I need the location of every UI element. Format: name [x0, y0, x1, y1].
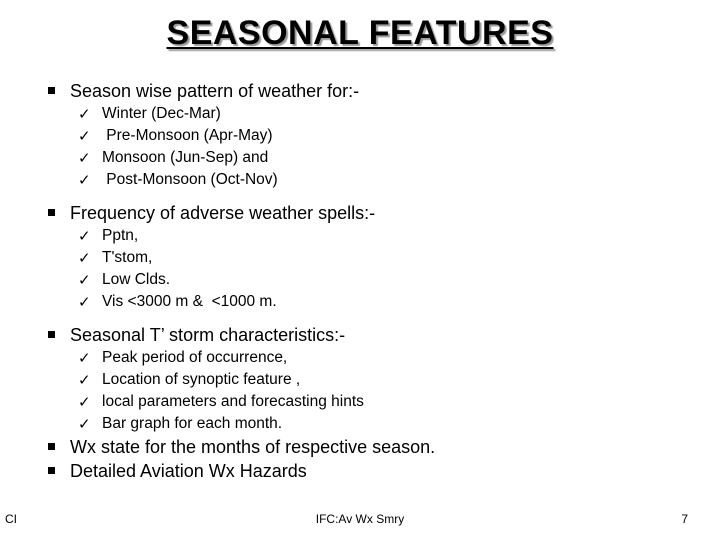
list-item-text: T'stom, — [102, 249, 153, 266]
list-item — [48, 347, 688, 369]
list-item-text: local parameters and forecasting hints — [102, 393, 364, 410]
list-item-text: Pre-Monsoon (Apr-May) — [102, 127, 273, 144]
square-bullet-icon — [48, 331, 55, 338]
square-bullet-icon — [48, 87, 55, 94]
section-heading-text: Detailed Aviation Wx Hazards — [70, 461, 307, 481]
checkmark-icon: ✓ — [78, 171, 91, 189]
list-item — [48, 369, 688, 391]
sub-list — [48, 103, 688, 191]
list-item — [48, 125, 688, 147]
checkmark-icon: ✓ — [78, 393, 91, 411]
list-item-text: Peak period of occurrence, — [102, 349, 288, 366]
checkmark-icon: ✓ — [78, 127, 91, 145]
list-item — [48, 413, 688, 435]
list-item — [48, 391, 688, 413]
section-heading-text: Frequency of adverse weather spells:- — [70, 203, 376, 223]
section-heading — [48, 79, 688, 103]
checkmark-icon: ✓ — [78, 149, 91, 167]
footer-center-text: IFC:Av Wx Smry — [315, 512, 405, 526]
list-item-text: Post-Monsoon (Oct-Nov) — [102, 171, 278, 188]
section-heading-text: Season wise pattern of weather for:- — [70, 81, 360, 101]
section-heading — [48, 435, 688, 459]
sub-list — [48, 225, 688, 313]
list-item-text: Low Clds. — [102, 271, 171, 288]
list-item — [48, 147, 688, 169]
list-item-text: Bar graph for each month. — [102, 415, 283, 432]
list-item — [48, 247, 688, 269]
checkmark-icon: ✓ — [78, 415, 91, 433]
list-item — [48, 269, 688, 291]
checkmark-icon: ✓ — [78, 105, 91, 123]
section-heading — [48, 459, 688, 483]
slide-content — [48, 79, 688, 483]
page-number: 7 — [681, 512, 688, 526]
list-item — [48, 225, 688, 247]
section-heading — [48, 201, 688, 225]
square-bullet-icon — [48, 467, 55, 474]
square-bullet-icon — [48, 209, 55, 216]
checkmark-icon: ✓ — [78, 293, 91, 311]
list-item-text: Winter (Dec-Mar) — [102, 105, 221, 122]
footer-left-text: CI — [5, 512, 17, 526]
list-item — [48, 169, 688, 191]
list-item-text: Pptn, — [102, 227, 139, 244]
list-item — [48, 291, 688, 313]
checkmark-icon: ✓ — [78, 271, 91, 289]
list-item — [48, 103, 688, 125]
sub-list — [48, 347, 688, 435]
slide-title: SEASONAL FEATURES — [166, 14, 554, 52]
list-item-text: Vis <3000 m & <1000 m. — [102, 293, 277, 310]
checkmark-icon: ✓ — [78, 371, 91, 389]
checkmark-icon: ✓ — [78, 249, 91, 267]
section-heading — [48, 323, 688, 347]
square-bullet-icon — [48, 443, 55, 450]
list-item-text: Monsoon (Jun-Sep) and — [102, 149, 269, 166]
checkmark-icon: ✓ — [78, 227, 91, 245]
section-heading-text: Wx state for the months of respective season. — [70, 437, 436, 457]
checkmark-icon: ✓ — [78, 349, 91, 367]
list-item-text: Location of synoptic feature , — [102, 371, 301, 388]
section-heading-text: Seasonal T’ storm characteristics:- — [70, 325, 346, 345]
